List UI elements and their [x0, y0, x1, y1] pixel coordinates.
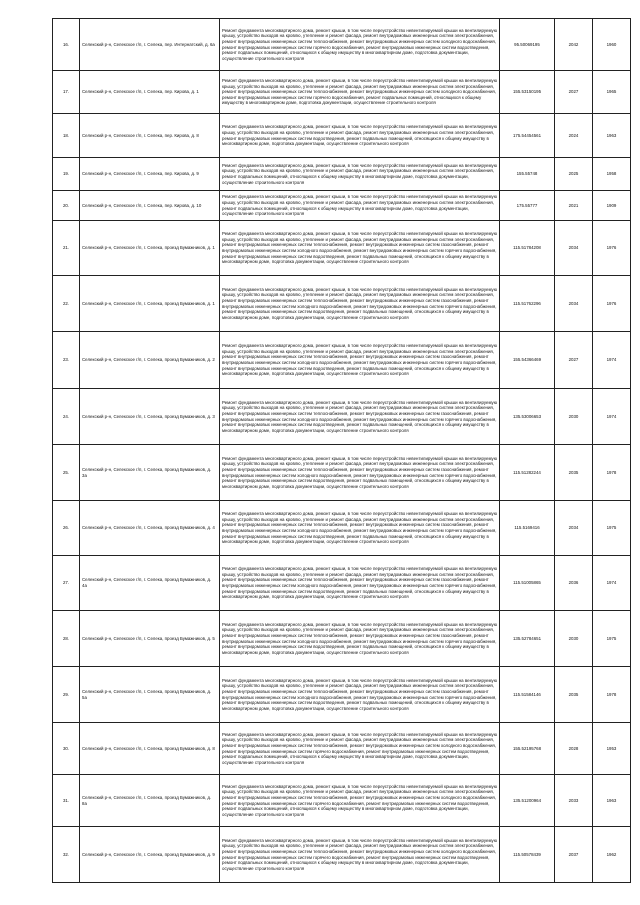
built-year-cell: 1963: [593, 114, 631, 158]
address-cell: Селекский р-н, Селекское г/п, г. Селека, проезд Бумажников, д. 3: [80, 389, 220, 445]
cost-cell: 135.53006653: [500, 389, 555, 445]
row-number: 22.: [53, 276, 80, 332]
built-year-cell: 1975: [593, 501, 631, 556]
repair-year-cell: 2025: [555, 158, 593, 191]
address-cell: Селекский р-н, Селекское г/п, г. Селека, проезд Бумажников, д. 5: [80, 611, 220, 667]
cost-cell: 155.52195768: [500, 723, 555, 775]
cost-cell: 115.51584146: [500, 667, 555, 723]
work-description-cell: Ремонт фундамента многоквартирного дома, ремонт крыши, в том числе переустройство невентилируемой крыши на вентилируемую крышу, устройство выходов на кровлю, утепление и ремонт фасада, ремонт внутридомовых инженерных систем электроснабжения, ремонт внутридомовых инженерных систем теплоснабжения, ремонт внутридомовых инженерных систем газоснабжения, ремонт внутридомовых инженерных систем холодного водоснабжения, ремонт внутридомовых инженерных систем горячего водоснабжения, ремонт внутридомовых инженерных систем водоотведения, ремонт подвальных помещений, относящихся к общему имуществу в многоквартирном доме, подготовка документации, осуществление строительного контроля: [220, 332, 500, 389]
cost-cell: 175.55777: [500, 191, 555, 221]
repair-year-cell: 2035: [555, 667, 593, 723]
table-row: [53, 19, 631, 71]
row-number: 28.: [53, 611, 80, 667]
cost-cell: 175.54454561: [500, 114, 555, 158]
cost-cell: 155.54366469: [500, 332, 555, 389]
work-description-cell: Ремонт фундамента многоквартирного дома, ремонт крыши, в том числе переустройство невентилируемой крыши на вентилируемую крышу, устройство выходов на кровлю, утепление и ремонт фасада, ремонт внутридомовых инженерных систем электроснабжения, ремонт подвальных помещений, относящихся к общему имуществу в многоквартирном доме, подготовка документации, осуществление строительного контроля: [220, 158, 500, 191]
work-description-cell: Ремонт фундамента многоквартирного дома, ремонт крыши, в том числе переустройство невентилируемой крыши на вентилируемую крышу, устройство выходов на кровлю, утепление и ремонт фасада, ремонт внутридомовых инженерных систем электроснабжения, ремонт подвальных помещений, относящихся к общему имуществу в многоквартирном доме, подготовка документации, осуществление строительного контроля: [220, 191, 500, 221]
row-number: 21.: [53, 221, 80, 276]
repair-year-cell: 2034: [555, 221, 593, 276]
cost-cell: 115.51762296: [500, 276, 555, 332]
repair-year-cell: 2034: [555, 501, 593, 556]
work-description-cell: Ремонт фундамента многоквартирного дома, ремонт крыши, в том числе переустройство невентилируемой крыши на вентилируемую крышу, устройство выходов на кровлю, утепление и ремонт фасада, ремонт внутридомовых инженерных систем электроснабжения, ремонт внутридомовых инженерных систем теплоснабжения, ремонт внутридомовых инженерных систем холодного водоснабжения, ремонт внутридомовых инженерных систем горячего водоснабжения, ремонт внутридомовых инженерных систем водоотведения, ремонт подвальных помещений, относящихся к общему имуществу в многоквартирном доме, подготовка документации, осуществление строительного контроля: [220, 723, 500, 775]
address-cell: Селекский р-н, Селекское г/п, г. Селека, проезд Бумажников, д. 8: [80, 723, 220, 775]
repair-year-cell: 2037: [555, 827, 593, 883]
table-row: [53, 276, 631, 332]
built-year-cell: 1965: [593, 71, 631, 114]
repair-year-cell: 2033: [555, 775, 593, 827]
address-cell: Селекский р-н, Селекское г/п, г. Селека, проезд Бумажников, д. 4: [80, 501, 220, 556]
built-year-cell: 1963: [593, 775, 631, 827]
repair-year-cell: 2036: [555, 556, 593, 611]
work-description-cell: Ремонт фундамента многоквартирного дома, ремонт крыши, в том числе переустройство невентилируемой крыши на вентилируемую крышу, устройство выходов на кровлю, утепление и ремонт фасада, ремонт внутридомовых инженерных систем электроснабжения, ремонт внутридомовых инженерных систем теплоснабжения, ремонт внутридомовых инженерных систем газоснабжения, ремонт внутридомовых инженерных систем холодного водоснабжения, ремонт внутридомовых инженерных систем горячего водоснабжения, ремонт внутридомовых инженерных систем водоотведения, ремонт подвальных помещений, относящихся к общему имуществу в многоквартирном доме, подготовка документации, осуществление строительного контроля: [220, 667, 500, 723]
cost-cell: 95.50069195: [500, 19, 555, 71]
row-number: 19.: [53, 158, 80, 191]
repair-schedule-table: [52, 18, 631, 883]
built-year-cell: 1960: [593, 19, 631, 71]
address-cell: Селекский р-н, Селекское г/п, г. Селека, проезд Бумажников, д. 9: [80, 827, 220, 883]
table-row: [53, 667, 631, 723]
row-number: 32.: [53, 827, 80, 883]
work-description-cell: Ремонт фундамента многоквартирного дома, ремонт крыши, в том числе переустройство невентилируемой крыши на вентилируемую крышу, устройство выходов на кровлю, утепление и ремонт фасада, ремонт внутридомовых инженерных систем электроснабжения, ремонт внутридомовых инженерных систем теплоснабжения, ремонт внутридомовых инженерных систем газоснабжения, ремонт внутридомовых инженерных систем холодного водоснабжения, ремонт внутридомовых инженерных систем горячего водоснабжения, ремонт внутридомовых инженерных систем водоотведения, ремонт подвальных помещений, относящихся к общему имуществу в многоквартирном доме, подготовка документации, осуществление строительного контроля: [220, 445, 500, 501]
row-number: 29.: [53, 667, 80, 723]
work-description-cell: Ремонт фундамента многоквартирного дома, ремонт крыши, в том числе переустройство невентилируемой крыши на вентилируемую крышу, устройство выходов на кровлю, утепление и ремонт фасада, ремонт внутридомовых инженерных систем электроснабжения, ремонт внутридомовых инженерных систем теплоснабжения, ремонт внутридомовых инженерных систем газоснабжения, ремонт внутридомовых инженерных систем холодного водоснабжения, ремонт внутридомовых инженерных систем горячего водоснабжения, ремонт внутридомовых инженерных систем водоотведения, ремонт подвальных помещений, относящихся к общему имуществу в многоквартирном доме, подготовка документации, осуществление строительного контроля: [220, 389, 500, 445]
address-cell: Селекский р-н, Селекское г/п, г. Селека, пер. Интернатский, д. 6а: [80, 19, 220, 71]
row-number: 26.: [53, 501, 80, 556]
row-number: 17.: [53, 71, 80, 114]
table-row: [53, 158, 631, 191]
work-description-cell: Ремонт фундамента многоквартирного дома, ремонт крыши, в том числе переустройство невентилируемой крыши на вентилируемую крышу, устройство выходов на кровлю, утепление и ремонт фасада, ремонт внутридомовых инженерных систем электроснабжения, ремонт внутридомовых инженерных систем теплоснабжения, ремонт внутридомовых инженерных систем газоснабжения, ремонт внутридомовых инженерных систем холодного водоснабжения, ремонт внутридомовых инженерных систем горячего водоснабжения, ремонт внутридомовых инженерных систем водоотведения, ремонт подвальных помещений, относящихся к общему имуществу в многоквартирном доме, подготовка документации, осуществление строительного контроля: [220, 276, 500, 332]
built-year-cell: 1978: [593, 667, 631, 723]
table-body: [53, 19, 631, 883]
table-row: [53, 723, 631, 775]
cost-cell: 115.5169416: [500, 501, 555, 556]
repair-year-cell: 2034: [555, 276, 593, 332]
repair-year-cell: 2024: [555, 114, 593, 158]
table-row: [53, 332, 631, 389]
work-description-cell: Ремонт фундамента многоквартирного дома, ремонт крыши, в том числе переустройство невентилируемой крыши на вентилируемую крышу, устройство выходов на кровлю, утепление и ремонт фасада, ремонт внутридомовых инженерных систем электроснабжения, ремонт внутридомовых инженерных систем теплоснабжения, ремонт внутридомовых инженерных систем холодного водоснабжения, ремонт внутридомовых инженерных систем горячего водоснабжения, ремонт внутридомовых инженерных систем водоотведения, ремонт подвальных помещений, относящихся к общему имуществу в многоквартирном доме, подготовка документации, осуществление строительного контроля: [220, 19, 500, 71]
cost-cell: 155.55748: [500, 158, 555, 191]
row-number: 23.: [53, 332, 80, 389]
address-cell: Селекский р-н, Селекское г/п, г. Селека, проезд Бумажников, д. 1: [80, 276, 220, 332]
built-year-cell: 1953: [593, 723, 631, 775]
address-cell: Селекский р-н, Селекское г/п, г. Селека, проезд Бумажников, д. 2: [80, 332, 220, 389]
cost-cell: 135.52784651: [500, 611, 555, 667]
table-row: [53, 827, 631, 883]
built-year-cell: 1974: [593, 332, 631, 389]
built-year-cell: 1976: [593, 221, 631, 276]
cost-cell: 115.50578439: [500, 827, 555, 883]
cost-cell: 155.53150195: [500, 71, 555, 114]
work-description-cell: Ремонт фундамента многоквартирного дома, ремонт крыши, в том числе переустройство невентилируемой крыши на вентилируемую крышу, устройство выходов на кровлю, утепление и ремонт фасада, ремонт внутридомовых инженерных систем электроснабжения, ремонт внутридомовых инженерных систем теплоснабжения, ремонт внутридомовых инженерных систем газоснабжения, ремонт внутридомовых инженерных систем холодного водоснабжения, ремонт внутридомовых инженерных систем горячего водоснабжения, ремонт внутридомовых инженерных систем водоотведения, ремонт подвальных помещений, относящихся к общему имуществу в многоквартирном доме, подготовка документации, осуществление строительного контроля: [220, 611, 500, 667]
built-year-cell: 1974: [593, 556, 631, 611]
row-number: 18.: [53, 114, 80, 158]
table-row: [53, 389, 631, 445]
work-description-cell: Ремонт фундамента многоквартирного дома, ремонт крыши, в том числе переустройство невентилируемой крыши на вентилируемую крышу, устройство выходов на кровлю, утепление и ремонт фасада, ремонт внутридомовых инженерных систем электроснабжения, ремонт внутридомовых инженерных систем теплоснабжения, ремонт внутридомовых инженерных систем газоснабжения, ремонт внутридомовых инженерных систем холодного водоснабжения, ремонт внутридомовых инженерных систем горячего водоснабжения, ремонт внутридомовых инженерных систем водоотведения, ремонт подвальных помещений, относящихся к общему имуществу в многоквартирном доме, подготовка документации, осуществление строительного контроля: [220, 221, 500, 276]
row-number: 24.: [53, 389, 80, 445]
address-cell: Селекский р-н, Селекское г/п, г. Селека, проезд Бумажников, д. 4а: [80, 556, 220, 611]
row-number: 16.: [53, 19, 80, 71]
repair-year-cell: 2028: [555, 723, 593, 775]
work-description-cell: Ремонт фундамента многоквартирного дома, ремонт крыши, в том числе переустройство невентилируемой крыши на вентилируемую крышу, устройство выходов на кровлю, утепление и ремонт фасада, ремонт внутридомовых инженерных систем электроснабжения, ремонт внутридомовых инженерных систем теплоснабжения, ремонт внутридомовых инженерных систем холодного водоснабжения, ремонт внутридомовых инженерных систем горячего водоснабжения, ремонт внутридомовых инженерных систем водоотведения, ремонт подвальных помещений, относящихся к общему имуществу в многоквартирном доме, подготовка документации, осуществление строительного контроля: [220, 827, 500, 883]
address-cell: Селекский р-н, Селекское г/п, г. Селека, проезд Бумажников, д. 8а: [80, 775, 220, 827]
repair-year-cell: 2030: [555, 611, 593, 667]
cost-cell: 115.51784208: [500, 221, 555, 276]
table-row: [53, 71, 631, 114]
built-year-cell: 1909: [593, 191, 631, 221]
table-row: [53, 611, 631, 667]
cost-cell: 115.51005865: [500, 556, 555, 611]
work-description-cell: Ремонт фундамента многоквартирного дома, ремонт крыши, в том числе переустройство невентилируемой крыши на вентилируемую крышу, устройство выходов на кровлю, утепление и ремонт фасада, ремонт внутридомовых инженерных систем электроснабжения, ремонт внутридомовых инженерных систем теплоснабжения, ремонт внутридомовых инженерных систем холодного водоснабжения, ремонт внутридомовых инженерных систем горячего водоснабжения, ремонт подвальных помещений, относящихся к общему имуществу в многоквартирном доме, подготовка документации, осуществление строительного контроля: [220, 71, 500, 114]
built-year-cell: 1962: [593, 827, 631, 883]
row-number: 20.: [53, 191, 80, 221]
address-cell: Селекский р-н, Селекское г/п, г. Селека, проезд Бумажников, д. 1: [80, 221, 220, 276]
address-cell: Селекский р-н, Селекское г/п, г. Селека, пер. Кирова, д. 9: [80, 158, 220, 191]
built-year-cell: 1976: [593, 276, 631, 332]
table-row: [53, 501, 631, 556]
repair-year-cell: 2035: [555, 445, 593, 501]
repair-year-cell: 2021: [555, 191, 593, 221]
table-row: [53, 775, 631, 827]
table-row: [53, 221, 631, 276]
row-number: 31.: [53, 775, 80, 827]
address-cell: Селекский р-н, Селекское г/п, г. Селека, пер. Кирова, д. 1: [80, 71, 220, 114]
table-row: [53, 114, 631, 158]
address-cell: Селекский р-н, Селекское г/п, г. Селека, пер. Кирова, д. 8: [80, 114, 220, 158]
built-year-cell: 1975: [593, 611, 631, 667]
repair-year-cell: 2030: [555, 389, 593, 445]
work-description-cell: Ремонт фундамента многоквартирного дома, ремонт крыши, в том числе переустройство невентилируемой крыши на вентилируемую крышу, устройство выходов на кровлю, утепление и ремонт фасада, ремонт внутридомовых инженерных систем электроснабжения, ремонт внутридомовых инженерных систем теплоснабжения, ремонт внутридомовых инженерных систем газоснабжения, ремонт внутридомовых инженерных систем холодного водоснабжения, ремонт внутридомовых инженерных систем горячего водоснабжения, ремонт внутридомовых инженерных систем водоотведения, ремонт подвальных помещений, относящихся к общему имуществу в многоквартирном доме, подготовка документации, осуществление строительного контроля: [220, 501, 500, 556]
repair-year-cell: 2027: [555, 71, 593, 114]
table-row: [53, 191, 631, 221]
row-number: 27.: [53, 556, 80, 611]
cost-cell: 115.51282244: [500, 445, 555, 501]
table-row: [53, 556, 631, 611]
row-number: 25.: [53, 445, 80, 501]
cost-cell: 135.51200964: [500, 775, 555, 827]
work-description-cell: Ремонт фундамента многоквартирного дома, ремонт крыши, в том числе переустройство невентилируемой крыши на вентилируемую крышу, устройство выходов на кровлю, утепление и ремонт фасада, ремонт внутридомовых инженерных систем электроснабжения, ремонт внутридомовых инженерных систем теплоснабжения, ремонт внутридомовых инженерных систем холодного водоснабжения, ремонт внутридомовых инженерных систем горячего водоснабжения, ремонт внутридомовых инженерных систем водоотведения, ремонт подвальных помещений, относящихся к общему имуществу в многоквартирном доме, подготовка документации, осуществление строительного контроля: [220, 775, 500, 827]
built-year-cell: 1978: [593, 445, 631, 501]
address-cell: Селекский р-н, Селекское г/п, г. Селека, пер. Кирова, д. 10: [80, 191, 220, 221]
repair-year-cell: 2042: [555, 19, 593, 71]
work-description-cell: Ремонт фундамента многоквартирного дома, ремонт крыши, в том числе переустройство невентилируемой крыши на вентилируемую крышу, устройство выходов на кровлю, утепление и ремонт фасада, ремонт внутридомовых инженерных систем электроснабжения, ремонт внутридомовых инженерных систем теплоснабжения, ремонт внутридомовых инженерных систем газоснабжения, ремонт внутридомовых инженерных систем холодного водоснабжения, ремонт внутридомовых инженерных систем горячего водоснабжения, ремонт внутридомовых инженерных систем водоотведения, ремонт подвальных помещений, относящихся к общему имуществу в многоквартирном доме, подготовка документации, осуществление строительного контроля: [220, 556, 500, 611]
work-description-cell: Ремонт фундамента многоквартирного дома, ремонт крыши, в том числе переустройство невентилируемой крыши на вентилируемую крышу, устройство выходов на кровлю, утепление и ремонт фасада, ремонт внутридомовых инженерных систем электроснабжения, ремонт внутридомовых инженерных систем водоотведения, ремонт подвальных помещений, относящихся к общему имуществу в многоквартирном доме, подготовка документации, осуществление строительного контроля: [220, 114, 500, 158]
address-cell: Селекский р-н, Селекское г/п, г. Селека, проезд Бумажников, д. 3а: [80, 445, 220, 501]
built-year-cell: 1958: [593, 158, 631, 191]
repair-year-cell: 2027: [555, 332, 593, 389]
table-row: [53, 445, 631, 501]
address-cell: Селекский р-н, Селекское г/п, г. Селека, проезд Бумажников, д. 5а: [80, 667, 220, 723]
built-year-cell: 1974: [593, 389, 631, 445]
row-number: 30.: [53, 723, 80, 775]
